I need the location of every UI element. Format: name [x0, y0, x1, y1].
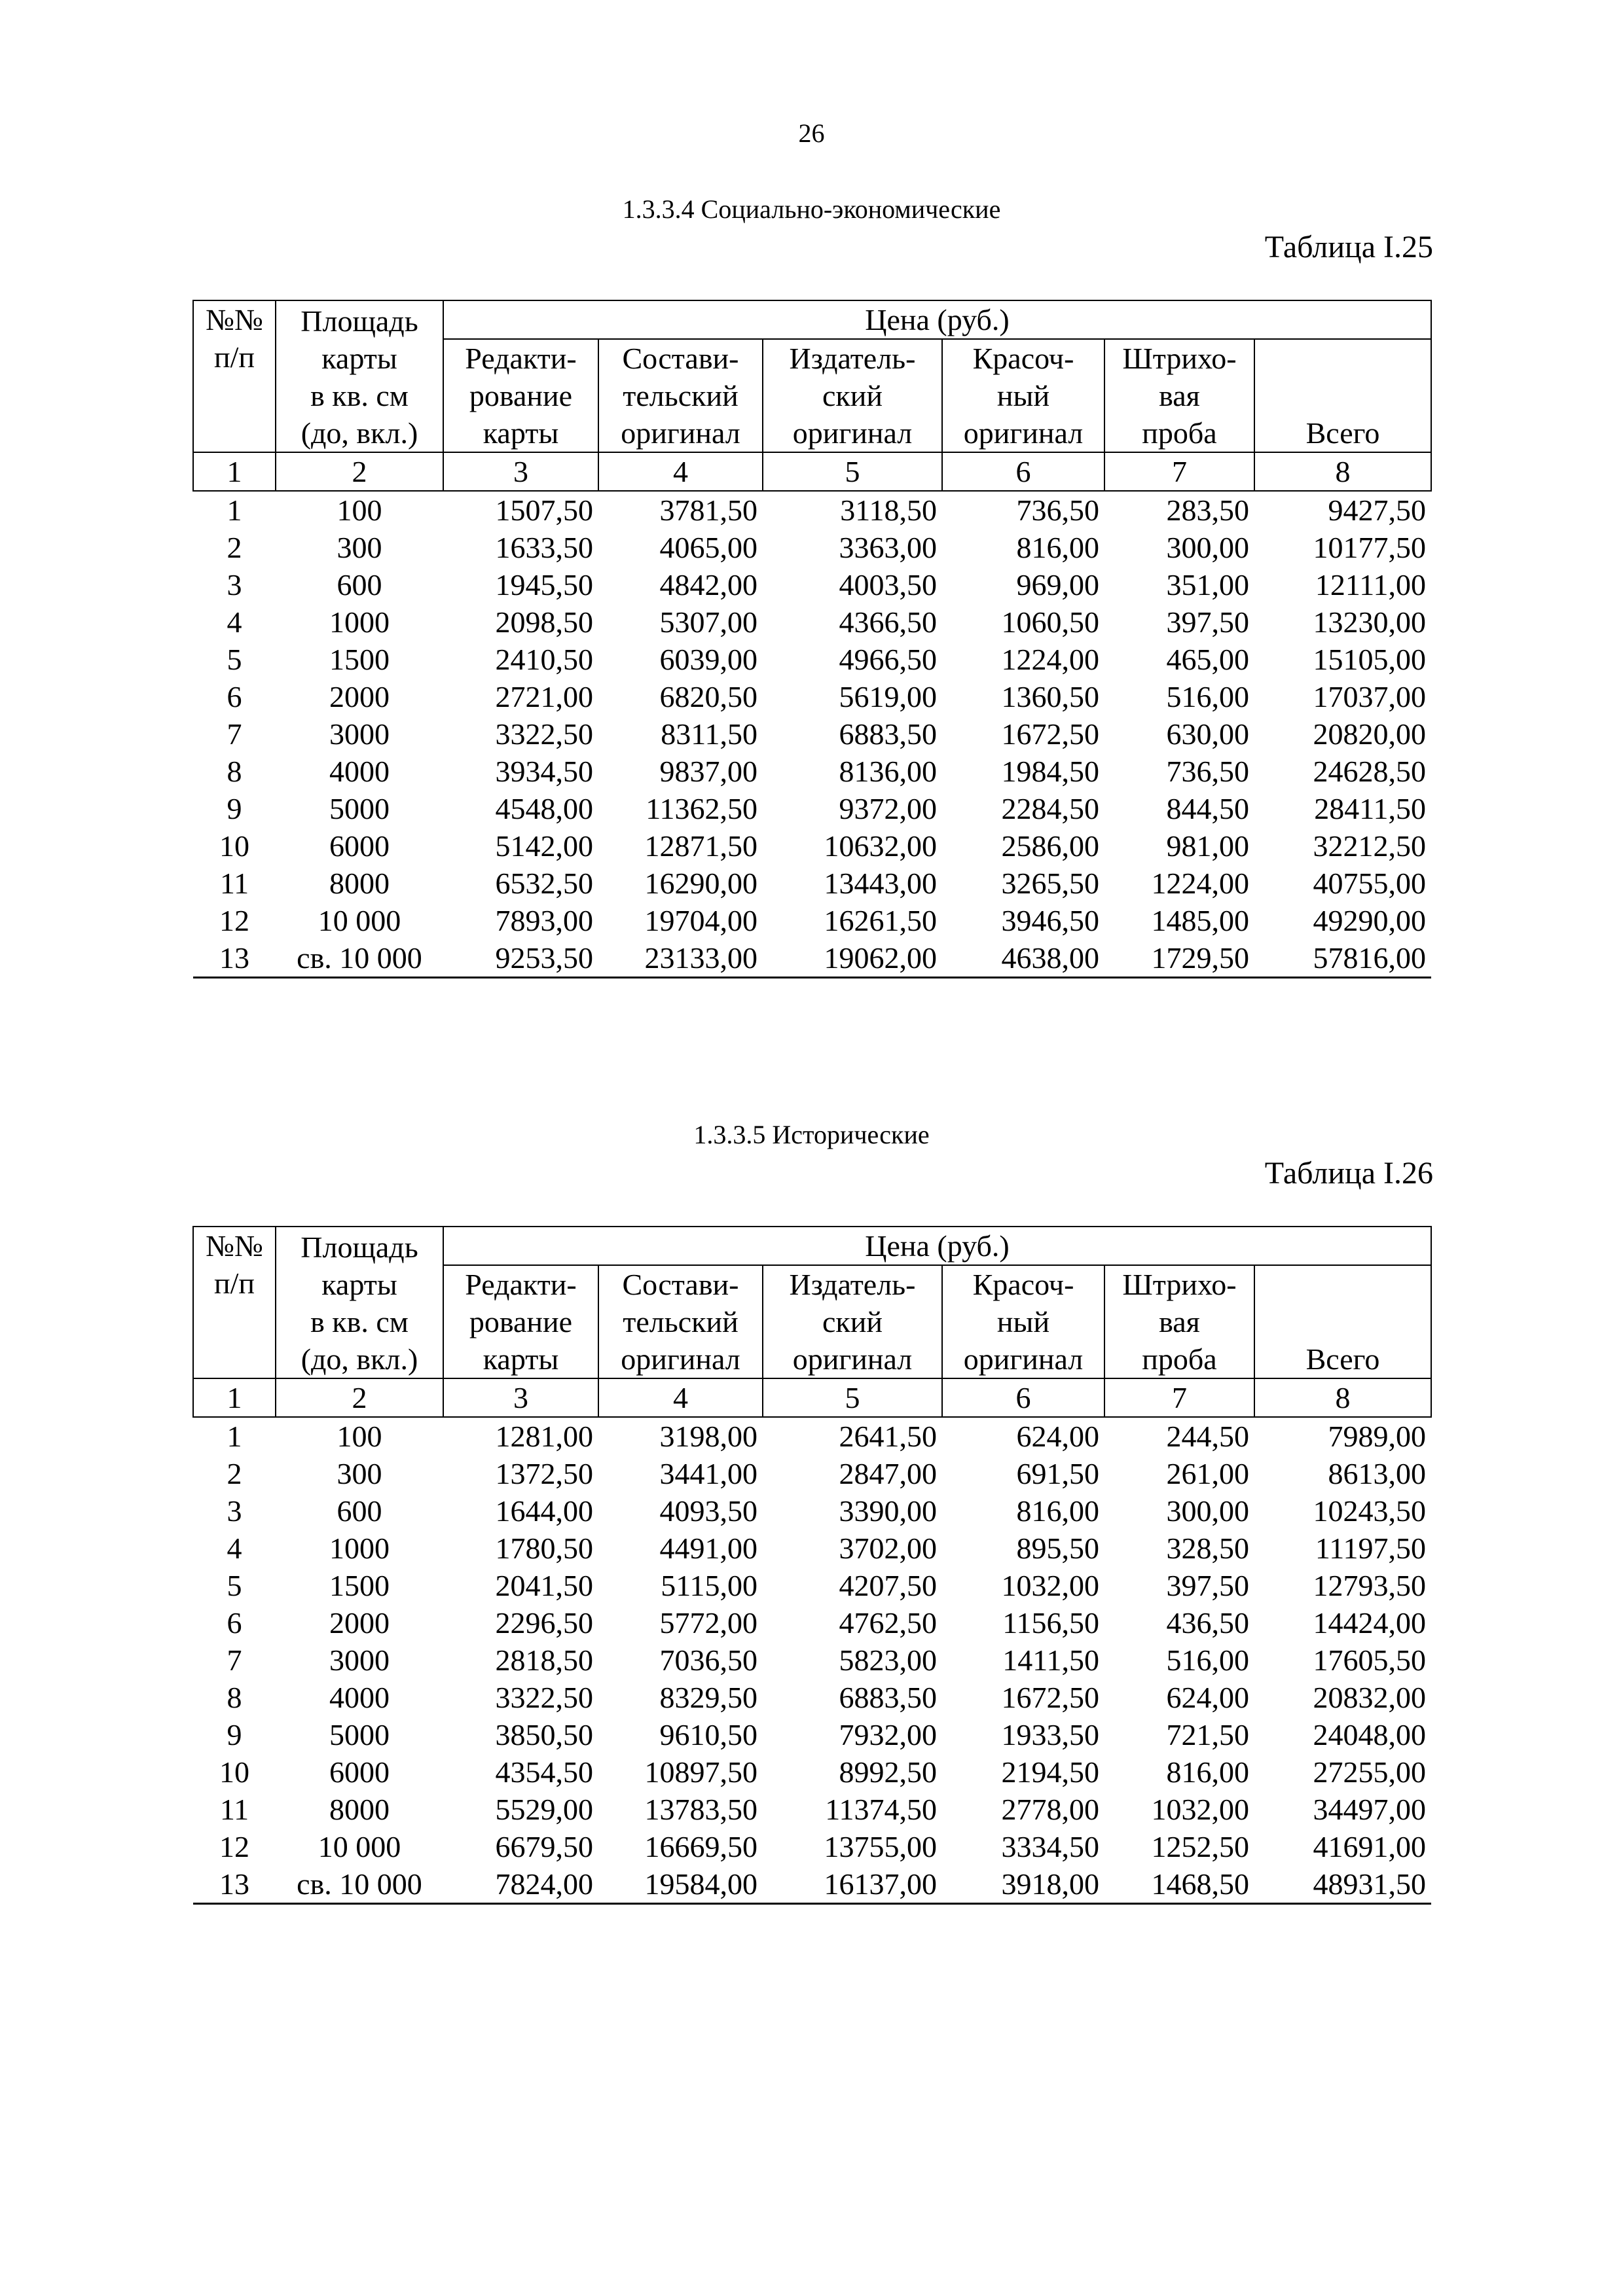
cell-total: 32212,50	[1313, 829, 1426, 863]
header-color-original: Красоч- ный оригинал	[942, 1265, 1104, 1378]
cell-area: 10 000	[318, 904, 401, 937]
cell-editing: 1633,50	[495, 531, 593, 564]
cell-publisher: 3118,50	[840, 493, 937, 527]
cell-compiler: 3441,00	[659, 1457, 757, 1490]
cell-editing: 7893,00	[495, 904, 593, 937]
header-line-proof: Штрихо- вая проба	[1104, 339, 1254, 452]
price-table-i25	[192, 300, 1432, 978]
cell-compiler: 7036,50	[659, 1643, 757, 1677]
cell-area: 4000	[329, 1681, 390, 1714]
cell-color: 3334,50	[1001, 1830, 1099, 1863]
cell-area: 5000	[329, 1718, 390, 1751]
cell-editing: 2721,00	[495, 680, 593, 713]
cell-area: 3000	[329, 717, 390, 751]
cell-compiler: 12871,50	[644, 829, 757, 863]
page-number: 26	[798, 118, 825, 148]
cell-row-number: 2	[227, 1457, 242, 1490]
cell-proof: 1468,50	[1104, 1865, 1254, 1904]
cell-row-number: 7	[227, 1643, 242, 1677]
cell-total: 10177,50	[1313, 531, 1426, 564]
column-number: 3	[443, 1378, 598, 1417]
cell-row-number: 12	[219, 904, 249, 937]
cell-color: 2194,50	[1001, 1755, 1099, 1789]
cell-publisher: 8992,50	[839, 1755, 937, 1789]
cell-editing: 2296,50	[495, 1606, 593, 1640]
cell-publisher: 7932,00	[839, 1718, 937, 1751]
cell-row-number: 4	[227, 1532, 242, 1565]
table-row	[193, 1828, 1431, 1865]
cell-proof: 465,00	[1166, 643, 1249, 676]
cell-total: 28411,50	[1314, 792, 1426, 825]
cell-total: 24628,50	[1313, 755, 1426, 788]
table-row	[193, 1865, 1431, 1904]
cell-total: 13230,00	[1313, 605, 1426, 639]
cell-row-number: 6	[227, 680, 242, 713]
cell-proof: 283,50	[1166, 493, 1249, 527]
table-row	[193, 491, 1431, 529]
table-row	[193, 1641, 1431, 1679]
cell-row-number: 12	[219, 1830, 249, 1863]
header-publisher-original: Издатель- ский оригинал	[763, 339, 942, 452]
cell-editing: 1780,50	[495, 1532, 593, 1565]
cell-row-number: 2	[227, 531, 242, 564]
header-row-number: №№ п/п	[193, 300, 276, 452]
cell-editing: 1372,50	[495, 1457, 593, 1490]
cell-proof: 244,50	[1166, 1420, 1249, 1453]
table-row	[193, 827, 1431, 865]
column-number: 2	[276, 452, 443, 491]
cell-publisher: 10632,00	[824, 829, 937, 863]
cell-color: 1411,50	[1002, 1643, 1099, 1677]
cell-total: 9427,50	[1328, 493, 1426, 527]
cell-compiler: 9837,00	[659, 755, 757, 788]
cell-publisher: 16261,50	[824, 904, 937, 937]
cell-proof: 436,50	[1166, 1606, 1249, 1640]
cell-proof: 328,50	[1166, 1532, 1249, 1565]
cell-row-number: 13	[193, 939, 276, 978]
cell-row-number: 10	[219, 1755, 249, 1789]
header-total: Всего	[1254, 339, 1431, 452]
table-row	[193, 641, 1431, 678]
cell-editing: 1945,50	[495, 568, 593, 601]
cell-proof: 816,00	[1166, 1755, 1249, 1789]
header-total: Всего	[1254, 1265, 1431, 1378]
table-row	[193, 790, 1431, 827]
cell-proof: 1485,00	[1151, 904, 1249, 937]
cell-compiler: 16290,00	[644, 867, 757, 900]
header-map-area: Площадь карты в кв. см (до, вкл.)	[276, 300, 443, 452]
cell-editing: 7824,00	[443, 1865, 598, 1904]
cell-row-number: 4	[227, 605, 242, 639]
column-number: 2	[276, 1378, 443, 1417]
cell-publisher: 2847,00	[839, 1457, 937, 1490]
cell-row-number: 1	[227, 493, 242, 527]
cell-publisher: 4966,50	[839, 643, 937, 676]
cell-compiler: 16669,50	[644, 1830, 757, 1863]
cell-color: 1984,50	[1001, 755, 1099, 788]
cell-color: 3946,50	[1001, 904, 1099, 937]
cell-editing: 2818,50	[495, 1643, 593, 1677]
cell-area: 10 000	[318, 1830, 401, 1863]
header-editing: Редакти- рование карты	[443, 1265, 598, 1378]
cell-total: 12111,00	[1315, 568, 1426, 601]
column-number: 4	[598, 452, 763, 491]
cell-area: 1000	[329, 1532, 390, 1565]
cell-total: 41691,00	[1313, 1830, 1426, 1863]
cell-total: 14424,00	[1313, 1606, 1426, 1640]
header-price-group: Цена (руб.)	[443, 300, 1431, 339]
cell-color: 1156,50	[1002, 1606, 1099, 1640]
cell-total: 8613,00	[1328, 1457, 1426, 1490]
header-compiler-original: Состави- тельский оригинал	[598, 1265, 763, 1378]
header-publisher-original: Издатель- ский оригинал	[763, 1265, 942, 1378]
column-number: 3	[443, 452, 598, 491]
table-row	[193, 1753, 1431, 1791]
cell-compiler: 5772,00	[659, 1606, 757, 1640]
cell-editing: 4548,00	[495, 792, 593, 825]
cell-area: св. 10 000	[276, 1865, 443, 1904]
cell-total: 12793,50	[1313, 1569, 1426, 1602]
cell-color: 816,00	[1016, 531, 1099, 564]
cell-color: 1032,00	[1001, 1569, 1099, 1602]
table-row	[193, 1679, 1431, 1716]
table-body	[193, 1417, 1431, 1904]
cell-area: 600	[337, 568, 382, 601]
cell-compiler: 11362,50	[646, 792, 757, 825]
cell-row-number: 9	[227, 1718, 242, 1751]
cell-area: 100	[337, 1420, 382, 1453]
cell-proof: 630,00	[1166, 717, 1249, 751]
table-row	[193, 753, 1431, 790]
cell-publisher: 3390,00	[839, 1494, 937, 1528]
cell-area: 6000	[329, 1755, 390, 1789]
column-number: 8	[1254, 1378, 1431, 1417]
cell-color: 2586,00	[1001, 829, 1099, 863]
cell-editing: 3322,50	[495, 717, 593, 751]
cell-row-number: 9	[227, 792, 242, 825]
cell-area: 4000	[329, 755, 390, 788]
cell-total: 57816,00	[1254, 939, 1431, 978]
cell-publisher: 4366,50	[839, 605, 937, 639]
cell-publisher: 4207,50	[839, 1569, 937, 1602]
column-number: 4	[598, 1378, 763, 1417]
cell-proof: 300,00	[1166, 531, 1249, 564]
cell-proof: 397,50	[1166, 1569, 1249, 1602]
cell-area: 3000	[329, 1643, 390, 1677]
table-row	[193, 529, 1431, 566]
cell-editing: 3850,50	[495, 1718, 593, 1751]
table-row	[193, 939, 1431, 978]
table-caption-i25: Таблица I.25	[1264, 230, 1433, 264]
cell-area: 300	[337, 531, 382, 564]
cell-color: 895,50	[1016, 1532, 1099, 1565]
cell-compiler: 6039,00	[659, 643, 757, 676]
cell-editing: 2410,50	[495, 643, 593, 676]
cell-proof: 844,50	[1166, 792, 1249, 825]
cell-row-number: 1	[227, 1420, 242, 1453]
cell-publisher: 3363,00	[839, 531, 937, 564]
table-row	[193, 1791, 1431, 1828]
cell-editing: 2041,50	[495, 1569, 593, 1602]
cell-area: 2000	[329, 680, 390, 713]
cell-proof: 624,00	[1166, 1681, 1249, 1714]
cell-total: 11197,50	[1315, 1532, 1426, 1565]
cell-row-number: 3	[227, 568, 242, 601]
cell-area: 5000	[329, 792, 390, 825]
table-row	[193, 1716, 1431, 1753]
cell-compiler: 8329,50	[659, 1681, 757, 1714]
cell-total: 49290,00	[1313, 904, 1426, 937]
cell-color: 2778,00	[1001, 1793, 1099, 1826]
cell-row-number: 13	[193, 1865, 276, 1904]
table-row	[193, 678, 1431, 715]
cell-area: 1500	[329, 1569, 390, 1602]
header-editing: Редакти- рование карты	[443, 339, 598, 452]
cell-editing: 6679,50	[495, 1830, 593, 1863]
cell-area: 2000	[329, 1606, 390, 1640]
cell-color: 1672,50	[1001, 1681, 1099, 1714]
cell-row-number: 3	[227, 1494, 242, 1528]
cell-color: 3265,50	[1001, 867, 1099, 900]
header-price-group: Цена (руб.)	[443, 1227, 1431, 1265]
cell-compiler: 4093,50	[659, 1494, 757, 1528]
cell-total: 20832,00	[1313, 1681, 1426, 1714]
cell-proof: 397,50	[1166, 605, 1249, 639]
cell-publisher: 6883,50	[839, 717, 937, 751]
table-row	[193, 715, 1431, 753]
cell-total: 27255,00	[1313, 1755, 1426, 1789]
cell-compiler: 5115,00	[661, 1569, 757, 1602]
cell-area: 1000	[329, 605, 390, 639]
cell-color: 736,50	[1016, 493, 1099, 527]
table-body	[193, 491, 1431, 978]
cell-proof: 300,00	[1166, 1494, 1249, 1528]
cell-compiler: 9610,50	[659, 1718, 757, 1751]
cell-proof: 516,00	[1166, 680, 1249, 713]
cell-total: 20820,00	[1313, 717, 1426, 751]
cell-compiler: 19584,00	[598, 1865, 763, 1904]
cell-compiler: 3781,50	[659, 493, 757, 527]
column-number-row	[193, 452, 1431, 491]
cell-row-number: 11	[219, 867, 249, 900]
column-number-row	[193, 1378, 1431, 1417]
cell-publisher: 19062,00	[763, 939, 942, 978]
cell-proof: 261,00	[1166, 1457, 1249, 1490]
cell-area: 600	[337, 1494, 382, 1528]
cell-proof: 1252,50	[1151, 1830, 1249, 1863]
cell-color: 969,00	[1016, 568, 1099, 601]
cell-row-number: 11	[219, 1793, 249, 1826]
cell-editing: 4354,50	[495, 1755, 593, 1789]
column-number: 7	[1104, 1378, 1254, 1417]
table-row	[193, 865, 1431, 902]
cell-publisher: 16137,00	[763, 1865, 942, 1904]
cell-color: 816,00	[1016, 1494, 1099, 1528]
cell-editing: 1281,00	[495, 1420, 593, 1453]
header-map-area: Площадь карты в кв. см (до, вкл.)	[276, 1227, 443, 1378]
cell-publisher: 5619,00	[839, 680, 937, 713]
column-number: 6	[942, 452, 1104, 491]
cell-row-number: 8	[227, 1681, 242, 1714]
cell-total: 10243,50	[1313, 1494, 1426, 1528]
cell-row-number: 7	[227, 717, 242, 751]
cell-color: 1060,50	[1001, 605, 1099, 639]
header-compiler-original: Состави- тельский оригинал	[598, 339, 763, 452]
cell-compiler: 3198,00	[659, 1420, 757, 1453]
header-line-proof: Штрихо- вая проба	[1104, 1265, 1254, 1378]
cell-publisher: 4003,50	[839, 568, 937, 601]
cell-color: 1672,50	[1001, 717, 1099, 751]
cell-total: 48931,50	[1254, 1865, 1431, 1904]
cell-publisher: 8136,00	[839, 755, 937, 788]
cell-area: 8000	[329, 1793, 390, 1826]
table-row	[193, 1530, 1431, 1567]
cell-compiler: 13783,50	[644, 1793, 757, 1826]
cell-total: 40755,00	[1313, 867, 1426, 900]
cell-compiler: 19704,00	[644, 904, 757, 937]
column-number: 5	[763, 452, 942, 491]
cell-proof: 351,00	[1166, 568, 1249, 601]
cell-publisher: 5823,00	[839, 1643, 937, 1677]
column-number: 6	[942, 1378, 1104, 1417]
cell-compiler: 6820,50	[659, 680, 757, 713]
cell-row-number: 5	[227, 643, 242, 676]
cell-publisher: 4762,50	[839, 1606, 937, 1640]
table-row	[193, 1492, 1431, 1530]
header-row-number: №№ п/п	[193, 1227, 276, 1378]
cell-editing: 3322,50	[495, 1681, 593, 1714]
cell-total: 7989,00	[1328, 1420, 1426, 1453]
column-number: 1	[193, 1378, 276, 1417]
cell-color: 4638,00	[942, 939, 1104, 978]
price-table-i26	[192, 1226, 1432, 1905]
cell-editing: 1507,50	[495, 493, 593, 527]
section-title-historical: 1.3.3.5 Исторические	[693, 1120, 930, 1149]
cell-publisher: 2641,50	[839, 1420, 937, 1453]
cell-compiler: 4065,00	[659, 531, 757, 564]
cell-publisher: 13443,00	[824, 867, 937, 900]
cell-proof: 981,00	[1166, 829, 1249, 863]
cell-compiler: 4491,00	[659, 1532, 757, 1565]
cell-area: 8000	[329, 867, 390, 900]
cell-editing: 5529,00	[495, 1793, 593, 1826]
cell-row-number: 10	[219, 829, 249, 863]
cell-editing: 9253,50	[443, 939, 598, 978]
cell-color: 1933,50	[1001, 1718, 1099, 1751]
cell-total: 15105,00	[1313, 643, 1426, 676]
cell-area: 1500	[329, 643, 390, 676]
column-number: 1	[193, 452, 276, 491]
cell-publisher: 3702,00	[839, 1532, 937, 1565]
cell-area: 100	[337, 493, 382, 527]
cell-compiler: 4842,00	[659, 568, 757, 601]
cell-row-number: 8	[227, 755, 242, 788]
cell-proof: 736,50	[1166, 755, 1249, 788]
cell-color: 1224,00	[1001, 643, 1099, 676]
cell-compiler: 8311,50	[661, 717, 757, 751]
table-row	[193, 902, 1431, 939]
cell-total: 17037,00	[1313, 680, 1426, 713]
cell-color: 1360,50	[1001, 680, 1099, 713]
cell-area: св. 10 000	[276, 939, 443, 978]
cell-total: 24048,00	[1313, 1718, 1426, 1751]
cell-total: 34497,00	[1313, 1793, 1426, 1826]
column-number: 7	[1104, 452, 1254, 491]
column-number: 5	[763, 1378, 942, 1417]
cell-area: 300	[337, 1457, 382, 1490]
table-row	[193, 566, 1431, 603]
section-title-social-economic: 1.3.3.4 Социально-экономические	[622, 194, 1001, 224]
table-row	[193, 603, 1431, 641]
cell-color: 2284,50	[1001, 792, 1099, 825]
cell-color: 3918,00	[942, 1865, 1104, 1904]
cell-proof: 1032,00	[1151, 1793, 1249, 1826]
cell-area: 6000	[329, 829, 390, 863]
cell-compiler: 23133,00	[598, 939, 763, 978]
cell-editing: 1644,00	[495, 1494, 593, 1528]
cell-editing: 5142,00	[495, 829, 593, 863]
cell-color: 624,00	[1016, 1420, 1099, 1453]
cell-editing: 6532,50	[495, 867, 593, 900]
column-number: 8	[1254, 452, 1431, 491]
cell-row-number: 5	[227, 1569, 242, 1602]
cell-editing: 3934,50	[495, 755, 593, 788]
cell-proof: 1224,00	[1151, 867, 1249, 900]
cell-publisher: 13755,00	[824, 1830, 937, 1863]
table-row	[193, 1604, 1431, 1641]
table-row	[193, 1455, 1431, 1492]
table-row	[193, 1567, 1431, 1604]
cell-color: 691,50	[1016, 1457, 1099, 1490]
cell-proof: 721,50	[1166, 1718, 1249, 1751]
header-color-original: Красоч- ный оригинал	[942, 339, 1104, 452]
cell-compiler: 5307,00	[659, 605, 757, 639]
table-caption-i26: Таблица I.26	[1264, 1156, 1433, 1191]
cell-publisher: 9372,00	[839, 792, 937, 825]
cell-total: 17605,50	[1313, 1643, 1426, 1677]
cell-proof: 516,00	[1166, 1643, 1249, 1677]
cell-row-number: 6	[227, 1606, 242, 1640]
table-row	[193, 1417, 1431, 1455]
cell-publisher: 6883,50	[839, 1681, 937, 1714]
cell-editing: 2098,50	[495, 605, 593, 639]
cell-compiler: 10897,50	[644, 1755, 757, 1789]
cell-proof: 1729,50	[1104, 939, 1254, 978]
cell-publisher: 11374,50	[825, 1793, 937, 1826]
